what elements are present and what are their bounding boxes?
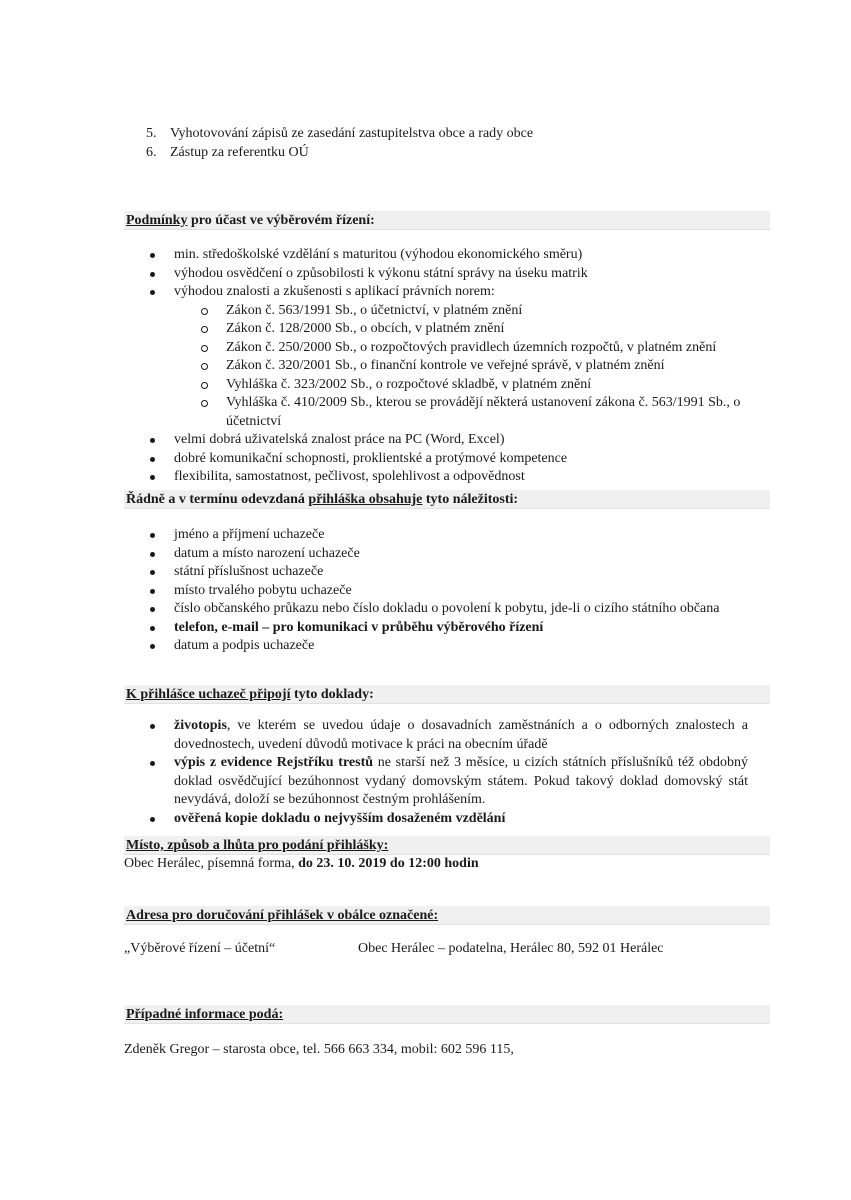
task-list [146, 124, 533, 162]
application-list [148, 526, 773, 656]
list-item: výhodou osvědčení o způsobilosti k výkonu státní správy na úseku matrik [148, 265, 773, 284]
list-item: místo trvalého pobytu uchazeče [148, 582, 773, 601]
list-item: Zákon č. 128/2000 Sb., o obcích, v platném znění [174, 320, 773, 339]
list-item: Vyhláška č. 410/2009 Sb., kterou se provádějí některá ustanovení zákona č. 563/1991 Sb., o účetnictví [174, 394, 773, 431]
list-item: výhodou znalosti a zkušenosti s aplikací právních norem: Zákon č. 563/1991 Sb., o účetnictví, v platném znění Zákon č. 128/2000 Sb., o obcích, v platném znění Zákon č. 250/2000 Sb., o rozpočtových pravidlech územních rozpočtů, v platném znění Zákon č. 320/2001 Sb., o finanční kontrole ve veřejné správě, v platném znění Vyhláška č. 323/2002 Sb., o rozpočtové skladbě, v platném znění Vyhláška č. 410/2009 Sb., kterou se provádějí některá ustanovení zákona č. 563/1991 Sb., o účetnictví [148, 283, 773, 431]
law-list [174, 302, 773, 432]
list-item: telefon, e-mail – pro komunikaci v průběhu výběrového řízení [148, 619, 773, 638]
list-item: státní příslušnost uchazeče [148, 563, 773, 582]
list-item: flexibilita, samostatnost, pečlivost, spolehlivost a odpovědnost [148, 468, 773, 487]
list-item: min. středoškolské vzdělání s maturitou (výhodou ekonomického směru) [148, 246, 773, 265]
list-item: Zákon č. 250/2000 Sb., o rozpočtových pravidlech územních rozpočtů, v platném znění [174, 339, 773, 358]
list-item: Vyhláška č. 323/2002 Sb., o rozpočtové skladbě, v platném znění [174, 376, 773, 395]
list-item: velmi dobrá uživatelská znalost práce na PC (Word, Excel) [148, 431, 773, 450]
conditions-list [148, 246, 773, 487]
delivery-address: Obec Herálec – podatelna, Herálec 80, 592 01 Herálec [358, 941, 664, 956]
list-item: dobré komunikační schopnosti, proklientské a protýmové kompetence [148, 450, 773, 469]
deadline-heading: Místo, způsob a lhůta pro podání přihlášky: [124, 836, 770, 855]
application-heading: Řádně a v termínu odevzdaná přihláška obsahuje tyto náležitosti: [124, 490, 770, 509]
list-item: ověřená kopie dokladu o nejvyšším dosaženém vzdělání [148, 810, 748, 829]
contact-text: Zdeněk Gregor – starosta obce, tel. 566 663 334, mobil: 602 596 115, [124, 1042, 514, 1057]
documents-heading: K přihlášce uchazeč připojí tyto doklady: [124, 685, 770, 704]
deadline-text: Obec Herálec, písemná forma, do 23. 10. 2019 do 12:00 hodin [124, 856, 479, 871]
list-item: číslo občanského průkazu nebo číslo dokladu o povolení k pobytu, jde-li o cizího státního občana [148, 600, 773, 619]
list-item: Zákon č. 563/1991 Sb., o účetnictví, v platném znění [174, 302, 773, 321]
list-item: datum a podpis uchazeče [148, 637, 773, 656]
list-item: 5. Vyhotovování zápisů ze zasedání zastupitelstva obce a rady obce [146, 126, 534, 141]
envelope-label: „Výběrové řízení – účetní“ [124, 941, 276, 956]
list-item: 6. Zástup za referentku OÚ [146, 145, 309, 160]
list-item: životopis, ve kterém se uvedou údaje o dosavadních zaměstnáních a o odborných znalostech a dovednostech, uvedení důvodů motivace k práci na obecním úřadě [148, 717, 748, 754]
list-item: výpis z evidence Rejstříku trestů ne starší než 3 měsíce, u cizích státních příslušníků též obdobný doklad osvědčující bezúhonnost vydaný domovským státem. Pokud takový doklad domovský stát nevydává, doloží se bezúhonnost čestným prohlášením. [148, 754, 748, 810]
list-item: datum a místo narození uchazeče [148, 545, 773, 564]
address-heading: Adresa pro doručování přihlášek v obálce označené: [124, 906, 770, 925]
documents-list [148, 717, 748, 828]
contact-heading: Případné informace podá: [124, 1005, 770, 1024]
conditions-heading: Podmínky pro účast ve výběrovém řízení: [124, 211, 770, 230]
list-item: jméno a příjmení uchazeče [148, 526, 773, 545]
list-item: Zákon č. 320/2001 Sb., o finanční kontrole ve veřejné správě, v platném znění [174, 357, 773, 376]
